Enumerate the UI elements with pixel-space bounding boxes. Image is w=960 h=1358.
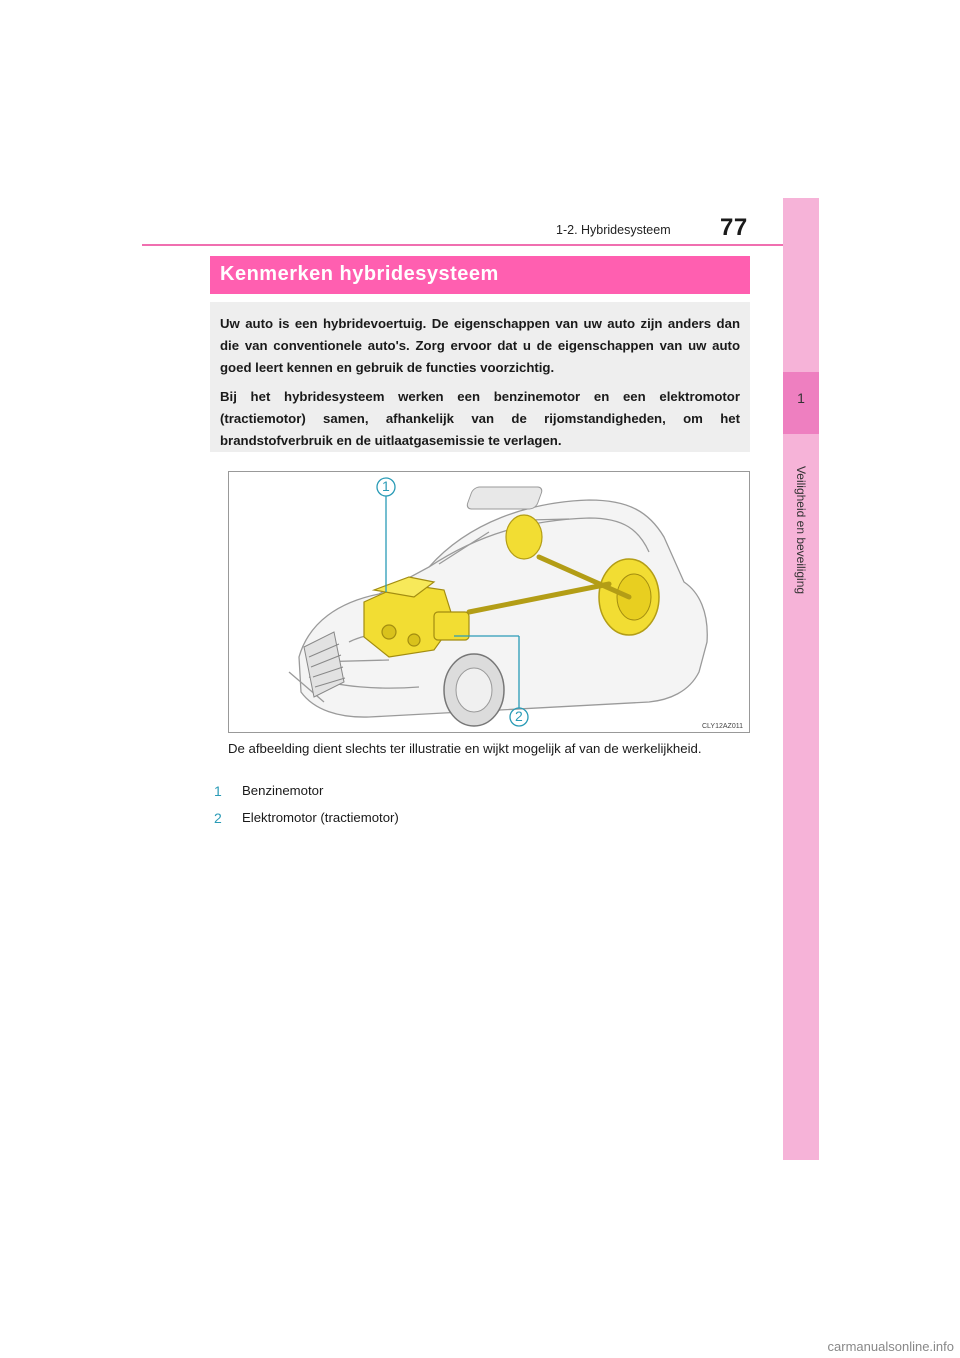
page-number: 77 [720,214,748,241]
header-divider [142,244,818,246]
hybrid-system-figure [228,471,750,733]
chapter-title: Veiligheid en beveiliging [794,465,808,595]
legend-number: 1 [214,783,222,799]
figure-code: CLY12AZ011 [702,723,743,730]
legend-label: Elektromotor (tractiemotor) [242,810,399,825]
legend-number: 2 [214,810,222,826]
chapter-side-tab [783,198,819,1160]
footer-watermark: carmanualsonline.info [827,1339,954,1354]
intro-paragraph: Uw auto is een hybridevoertuig. De eigenschappen van uw auto zijn anders dan die van conventionele auto's. Zorg ervoor dat u de eigenschappen van uw auto goed leert kennen en gebruik de functies voorzichtig. [220,316,740,375]
callout-1-label: 1 [382,478,390,494]
legend-label: Benzinemotor [242,783,324,798]
car-illustration [229,472,749,732]
figure-caption: De afbeelding dient slechts ter illustratie en wijkt mogelijk af van de werkelijkheid. [228,741,702,756]
callout-2-label: 2 [515,708,523,724]
chapter-number: 1 [797,390,805,406]
intro-paragraph: Bij het hybridesysteem werken een benzinemotor en een elektromotor (tractiemotor) samen, afhankelijk van de rijomstandigheden, om het brandstofverbruik en de uitlaatgasemissie te verlagen. [220,389,740,448]
section-heading: Kenmerken hybridesysteem [210,256,750,294]
section-reference: 1-2. Hybridesysteem [556,223,671,237]
intro-box [210,302,750,452]
